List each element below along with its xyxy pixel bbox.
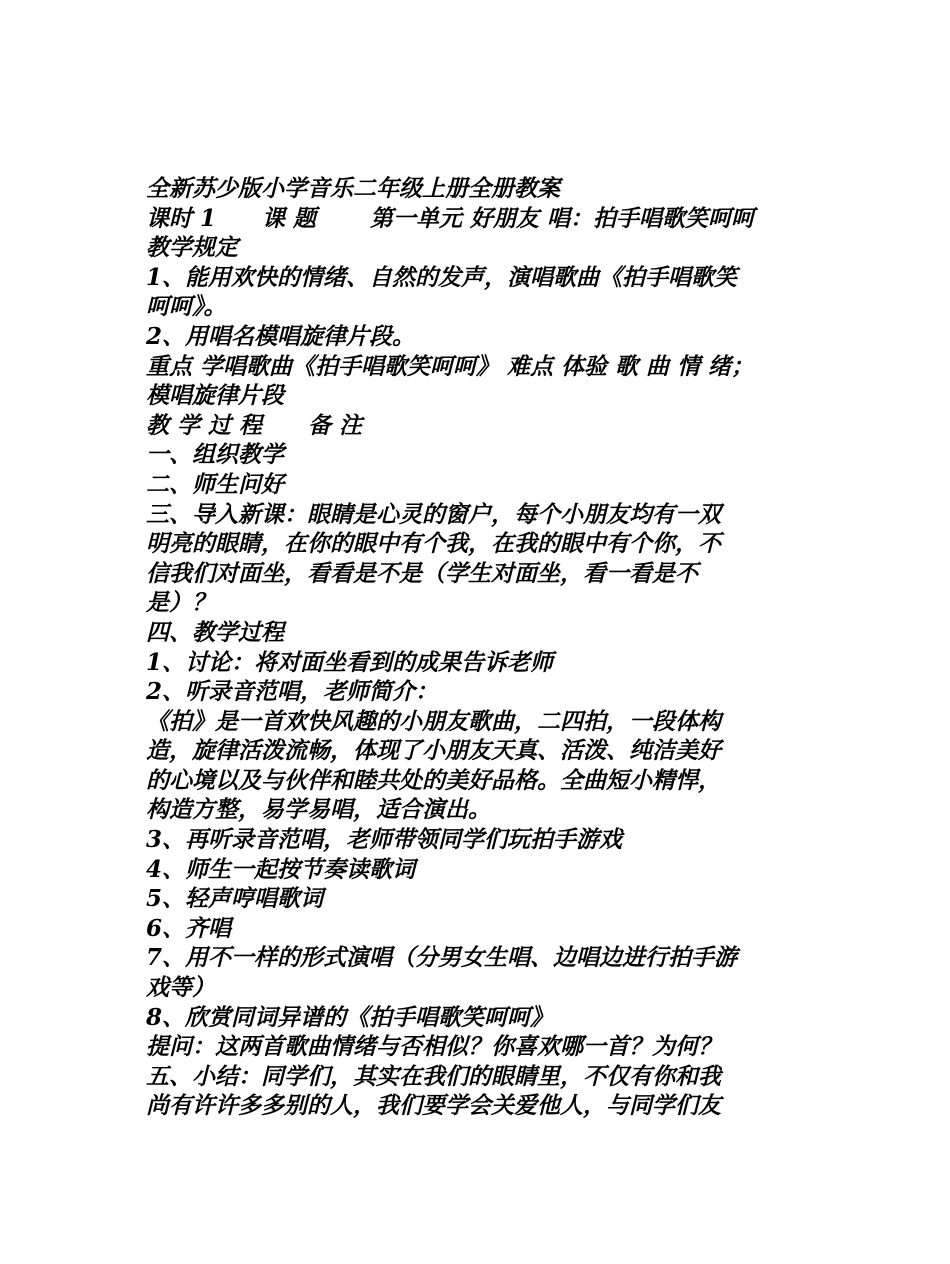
text-line: 戏等） <box>146 974 215 1002</box>
text-line: 2、听录音范唱，老师简介： <box>146 678 439 706</box>
text-line: 二、师生问好 <box>146 470 284 498</box>
text-line: 的心境以及与伙伴和睦共处的美好品格。全曲短小精悍， <box>146 766 721 794</box>
text-line: 构造方整，易学易唱，适合演出。 <box>146 796 491 824</box>
lesson-header: 课时 1 课 题 第一单元 好朋友 唱：拍手唱歌笑呵呵 <box>146 204 755 232</box>
text-line: 6、齐唱 <box>146 914 232 942</box>
text-line: 7、用不一样的形式演唱（分男女生唱、边唱边进行拍手游 <box>146 944 738 972</box>
section-heading: 教学规定 <box>146 234 238 262</box>
text-line: 《拍》是一首欢快风趣的小朋友歌曲，二四拍，一段体构 <box>146 707 721 735</box>
document-title: 全新苏少版小学音乐二年级上册全册教案 <box>146 175 560 202</box>
text-line: 信我们对面坐，看看是不是（学生对面坐，看一看是不 <box>146 559 698 587</box>
document-body <box>146 174 812 1121</box>
text-line: 明亮的眼睛，在你的眼中有个我，在我的眼中有个你，不 <box>146 530 721 558</box>
text-line: 是）？ <box>146 589 215 617</box>
text-line: 五、小结：同学们，其实在我们的眼睛里，不仅有你和我 <box>146 1062 721 1090</box>
text-line: 一、组织教学 <box>146 441 284 469</box>
text-line: 2、用唱名模唱旋律片段。 <box>146 322 416 350</box>
text-line: 模唱旋律片段 <box>146 382 284 410</box>
text-line: 1、能用欢快的情绪、自然的发声，演唱歌曲《拍手唱歌笑 <box>146 263 738 291</box>
text-line: 四、教学过程 <box>146 618 284 646</box>
text-line: 4、师生一起按节奏读歌词 <box>146 855 416 883</box>
text-line: 3、再听录音范唱，老师带领同学们玩拍手游戏 <box>146 826 623 854</box>
text-line: 8、欣赏同词异谱的《拍手唱歌笑呵呵》 <box>146 1003 554 1031</box>
text-line: 5、轻声哼唱歌词 <box>146 885 324 913</box>
text-line: 造，旋律活泼流畅，体现了小朋友天真、活泼、纯洁美好 <box>146 737 721 765</box>
text-line: 提问：这两首歌曲情绪与否相似？你喜欢哪一首？为何？ <box>146 1033 721 1061</box>
text-line: 1、讨论：将对面坐看到的成果告诉老师 <box>146 648 554 676</box>
text-line: 呵呵》。 <box>146 293 227 321</box>
text-line: 尚有许许多多别的人，我们要学会关爱他人，与同学们友 <box>146 1092 721 1120</box>
text-line: 重点 学唱歌曲《拍手唱歌笑呵呵》 难点 体验 歌 曲 情 绪； <box>146 352 755 380</box>
section-heading: 教 学 过 程 备 注 <box>146 411 363 439</box>
text-line: 三、导入新课：眼睛是心灵的窗户，每个小朋友均有一双 <box>146 500 721 528</box>
